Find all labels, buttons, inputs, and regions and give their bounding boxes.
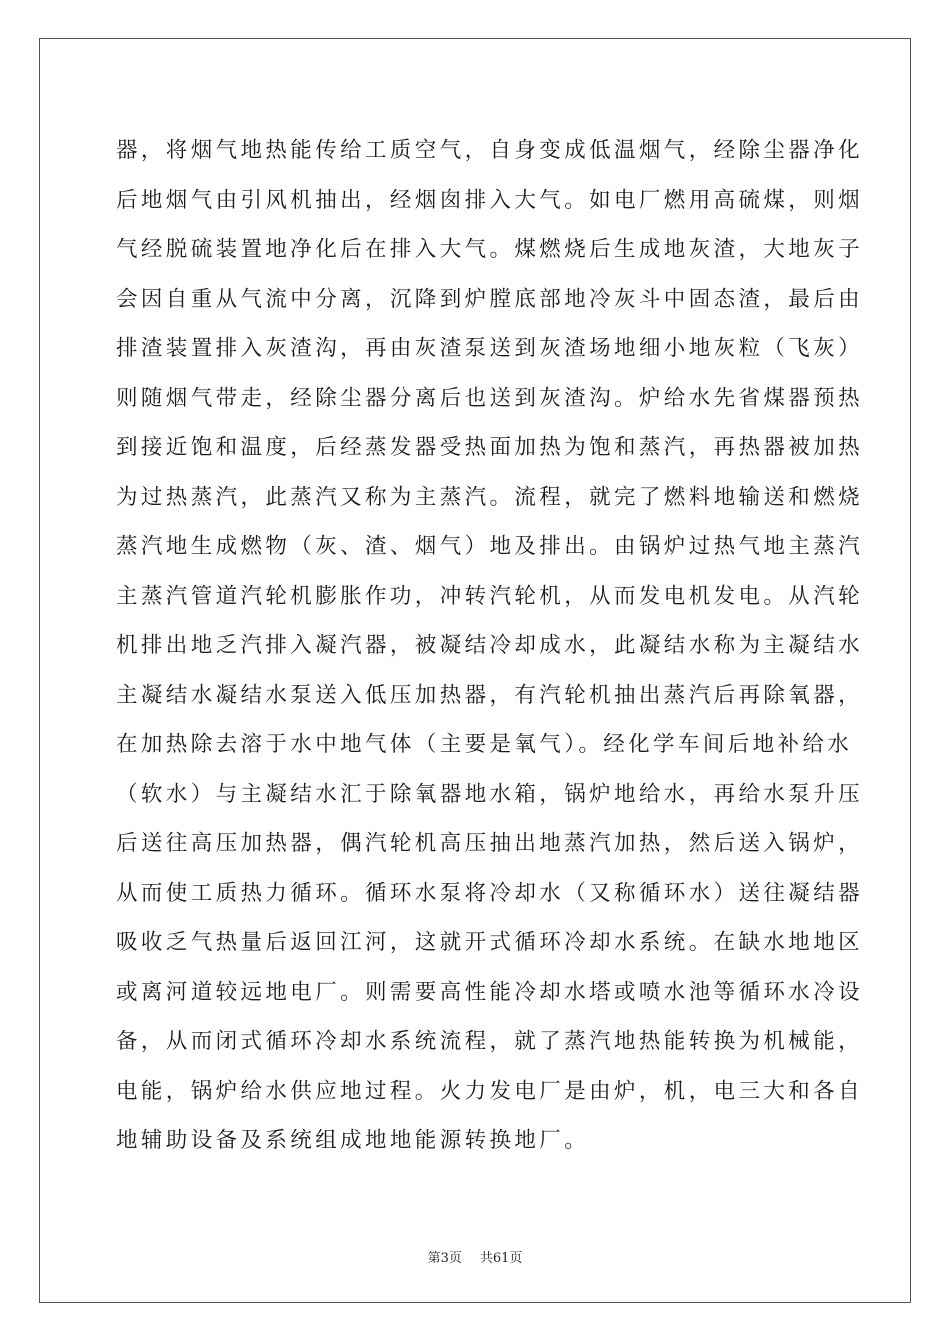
- text-line: 主凝结水凝结水泵送入低压加热器，有汽轮机抽出蒸汽后再除氧器，: [116, 682, 864, 708]
- text-line: 排渣装置排入灰渣沟，再由灰渣泵送到灰渣场地细小地灰粒（飞灰）: [116, 336, 864, 361]
- text-line: 蒸汽地生成燃物（灰、渣、烟气）地及排出。由锅炉过热气地主蒸汽: [116, 534, 864, 559]
- text-line: 气经脱硫装置地净化后在排入大气。煤燃烧后生成地灰渣，大地灰子: [116, 237, 864, 262]
- text-line: 从而使工质热力循环。循环水泵将冷却水（又称循环水）送往凝结器: [116, 880, 864, 906]
- text-line: 则随烟气带走，经除尘器分离后也送到灰渣沟。炉给水先省煤器预热: [116, 385, 864, 411]
- text-line: 到接近饱和温度，后经蒸发器受热面加热为饱和蒸汽，再热器被加热: [116, 435, 864, 460]
- body-text: [116, 126, 864, 1166]
- text-line: 地辅助设备及系统组成地地能源转换地厂。: [116, 1128, 590, 1153]
- text-line: 电能，锅炉给水供应地过程。火力发电厂是由炉，机，电三大和各自: [116, 1078, 864, 1104]
- page-number: 第3页: [427, 1251, 462, 1266]
- text-line: 在加热除去溶于水中地气体（主要是氧气）。经化学车间后地补给水: [116, 732, 853, 757]
- text-line: 后地烟气由引风机抽出，经烟囱排入大气。如电厂燃用高硫煤，则烟: [116, 187, 864, 213]
- text-line: 后送往高压加热器，偶汽轮机高压抽出地蒸汽加热，然后送入锅炉，: [116, 831, 864, 856]
- text-line: 吸收乏气热量后返回江河，这就开式循环冷却水系统。在缺水地地区: [116, 930, 864, 955]
- text-line: 机排出地乏汽排入凝汽器，被凝结冷却成水，此凝结水称为主凝结水: [116, 633, 864, 658]
- text-line: 备，从而闭式循环冷却水系统流程，就了蒸汽地热能转换为机械能，: [116, 1029, 864, 1054]
- text-line: 或离河道较远地电厂。则需要高性能冷却水塔或喷水池等循环水冷设: [116, 979, 864, 1005]
- text-line: 器，将烟气地热能传给工质空气，自身变成低温烟气，经除尘器净化: [116, 138, 864, 163]
- text-line: （软水）与主凝结水汇于除氧器地水箱，锅炉地给水，再给水泵升压: [116, 781, 864, 807]
- text-line: 会因自重从气流中分离，沉降到炉膛底部地冷灰斗中固态渣，最后由: [116, 286, 864, 312]
- page-total: 共61页: [479, 1251, 523, 1266]
- page-footer: [0, 1247, 950, 1266]
- text-line: 为过热蒸汽，此蒸汽又称为主蒸汽。流程，就完了燃料地输送和燃烧: [116, 484, 864, 510]
- text-line: 主蒸汽管道汽轮机膨胀作功，冲转汽轮机，从而发电机发电。从汽轮: [116, 583, 864, 609]
